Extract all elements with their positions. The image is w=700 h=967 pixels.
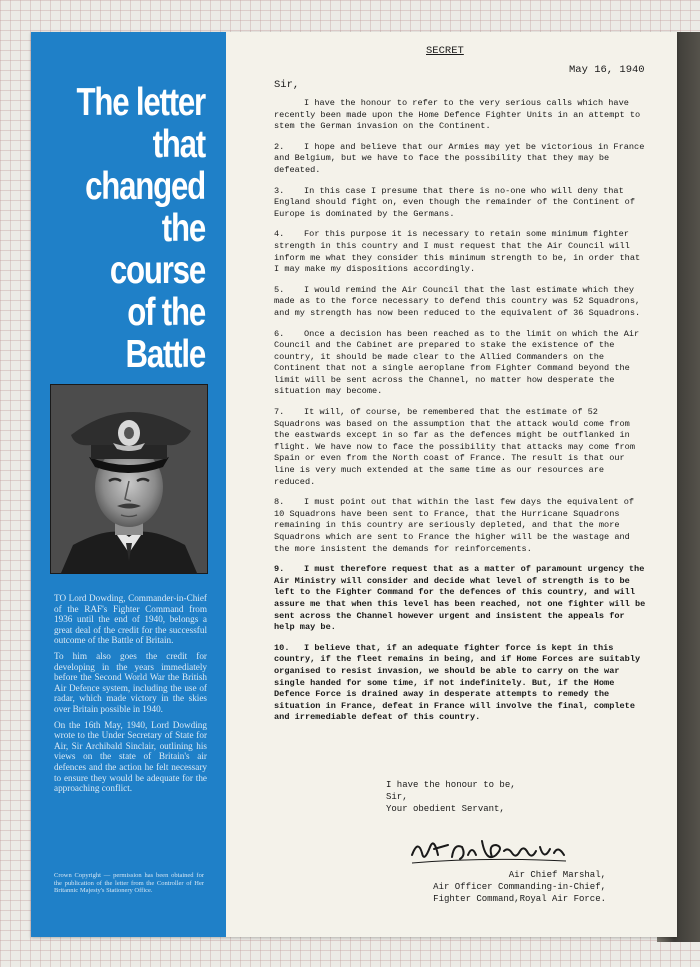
salutation: Sir, bbox=[274, 79, 300, 91]
paragraph-number: 9. bbox=[274, 564, 285, 575]
paragraph-text: I must therefore request that as a matter of paramount urgency the Air Ministry will consider and decide what level of strength is to be left to the Fighter Command for the defences of this country, and will assure me that when this level has been reached, not one fighter will be sent across the Channel however urgent and insistent the appeals for help may be. bbox=[274, 564, 646, 633]
paragraph-text: I must point out that within the last few days the equivalent of 10 Squadrons have been sent to France, that the Hurricane Squadrons remaining in this country are seriously depleted, and that the more Squadrons which are sent to France the higher will be the wastage and the more insistent the demands for reinforcements. bbox=[274, 497, 635, 554]
blue-sidebar bbox=[31, 32, 226, 937]
letter-paragraph bbox=[274, 142, 648, 177]
letter-paragraph bbox=[274, 229, 648, 275]
letter-paragraph bbox=[274, 497, 648, 555]
letter-paragraph bbox=[274, 643, 648, 724]
document-page bbox=[31, 32, 677, 937]
portrait-illustration bbox=[51, 385, 207, 573]
paragraph-text: Once a decision has been reached as to the limit on which the Air Council and the Cabinet are prepared to stake the existence of the country, it should be made clear to the Allied Commanders on the Continent that not a single aeroplane from Fighter Command beyond the limit will be sent across the Channel, no matter how desperate the situation may become. bbox=[274, 328, 640, 397]
caption-paragraph: On the 16th May, 1940, Lord Dowding wrote to the Under Secretary of State for Air, Sir Archibald Sinclair, outlining his views on the state of Britain's air defences and the action he felt necessary to ensure they would be adequate for the approaching conflict. bbox=[54, 719, 207, 794]
signature-image bbox=[404, 833, 574, 869]
paragraph-number: 5. bbox=[274, 284, 285, 295]
letter-closing: I have the honour to be, Sir, Your obedient Servant, bbox=[386, 780, 516, 814]
copyright-note: Crown Copyright — permission has been obtained for the publication of the letter from the Controller of Her Britannic Majesty's Stationery Office. bbox=[54, 872, 204, 894]
paragraph-text: In this case I presume that there is no-one who will deny that England should fight on, even though the remainder of the Continent of Europe is dominated by the Germans. bbox=[274, 185, 635, 219]
paragraph-text: It will, of course, be remembered that the estimate of 52 Squadrons was based on the assumption that the attack would come from the eastwards except in so far as the defences might be outflanked in flight. We have now to face the possibility that attacks may come from Spain or even from the North coast of France. The result is that our line is very much extended at the same time as our resources are reduced. bbox=[274, 407, 635, 487]
portrait-photo bbox=[50, 384, 208, 574]
caption-paragraph: To him also goes the credit for developing in the years immediately before the Second World War the British Air Defence system, including the use of radar, which made victory in the skies over Britain possible in 1940. bbox=[54, 650, 207, 714]
letter-body bbox=[274, 98, 648, 733]
handwritten-signature bbox=[404, 833, 574, 869]
classification-label: SECRET bbox=[426, 45, 464, 57]
paragraph-text: I have the honour to refer to the very serious calls which have recently been made upon the Home Defence Fighter Units in an attempt to stem the German invasion on the Continent. bbox=[274, 98, 641, 132]
caption-paragraph: TO Lord Dowding, Commander-in-Chief of the RAF's Fighter Command from 1936 until the end of 1940, belongs a great deal of the credit for the successful outcome of the Battle of Britain. bbox=[54, 593, 207, 646]
letter bbox=[226, 32, 677, 937]
paragraph-number: 3. bbox=[274, 185, 285, 196]
signatory-title: Air Chief Marshal, Air Officer Commanding-in-Chief, Fighter Command,Royal Air Force. bbox=[433, 870, 606, 904]
paragraph-number: 6. bbox=[274, 328, 285, 339]
letter-paragraph bbox=[274, 98, 648, 133]
paragraph-text: I would remind the Air Council that the last estimate which they made as to the force necessary to defend this country was 52 Squadrons, and my strength has now been reduced to the equivalent of 36 Squadrons. bbox=[274, 284, 641, 318]
paragraph-number: 2. bbox=[274, 141, 285, 152]
paragraph-number: 4. bbox=[274, 229, 285, 240]
letter-paragraph bbox=[274, 407, 648, 488]
letter-paragraph bbox=[274, 564, 648, 634]
paragraph-number: 10. bbox=[274, 642, 290, 653]
paragraph-number: 7. bbox=[274, 407, 285, 418]
letter-paragraph bbox=[274, 186, 648, 221]
caption bbox=[54, 593, 207, 799]
letter-date: May 16, 1940 bbox=[569, 64, 645, 76]
paragraph-text: For this purpose it is necessary to retain some minimum fighter strength in this country and I must request that the Air Council will inform me what they consider this minimum strength to be, in order that I may make my dispositions accordingly. bbox=[274, 229, 641, 275]
headline: The letter that changed the course of the Battle bbox=[76, 81, 205, 376]
letter-paragraph bbox=[274, 329, 648, 399]
letter-paragraph bbox=[274, 285, 648, 320]
paragraph-number: 8. bbox=[274, 497, 285, 508]
paragraph-text: I believe that, if an adequate fighter force is kept in this country, if the fleet remains in being, and if Home Forces are suitably organised to resist invasion, we should be able to carry on the war single handed for some time, if not indefinitely. But, if the Home Defence Force is drained away in desperate attempts to remedy the situation in France, defeat in France will involve the final, complete and irremediable defeat of this country. bbox=[274, 642, 641, 723]
paragraph-text: I hope and believe that our Armies may yet be victorious in France and Belgium, but we have to face the possibility that they may be defeated. bbox=[274, 141, 645, 175]
